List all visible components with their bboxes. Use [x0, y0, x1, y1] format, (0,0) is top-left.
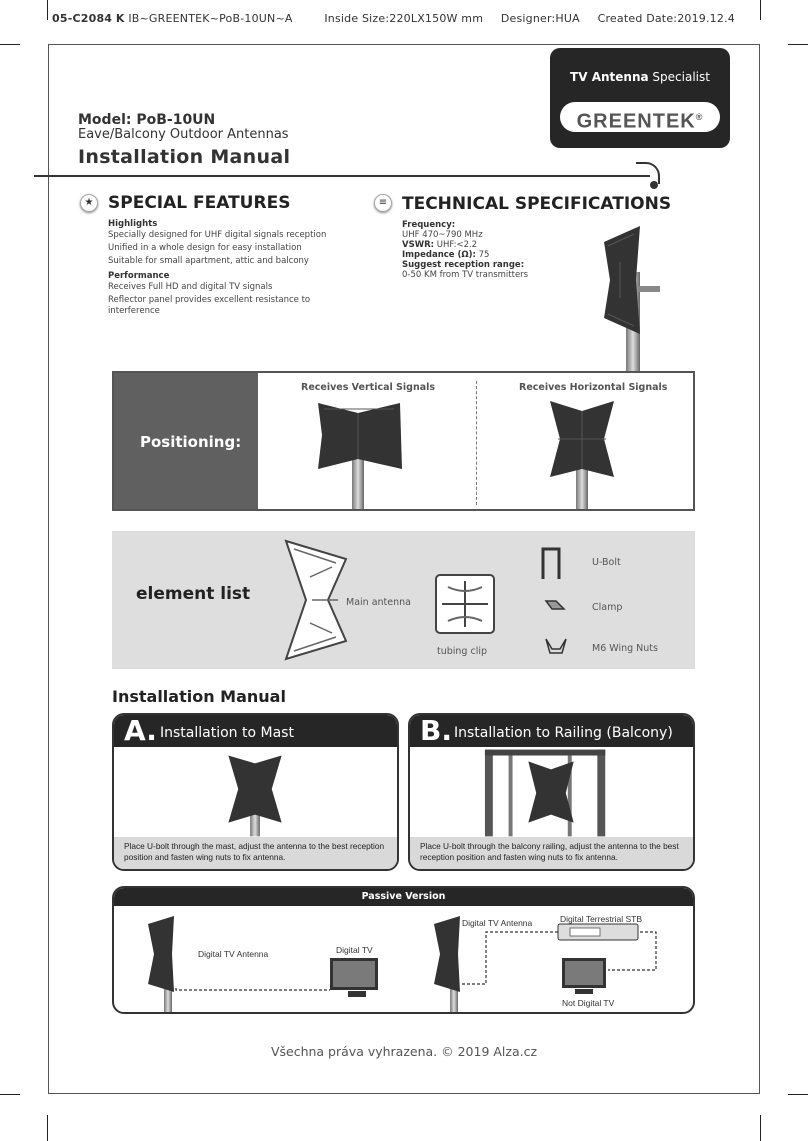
designer: Designer:HUA [500, 12, 580, 25]
print-code: 05-C2084 [52, 12, 113, 25]
specs-title: TECHNICAL SPECIFICATIONS [402, 194, 672, 214]
wing-nuts-label: M6 Wing Nuts [592, 643, 658, 654]
copyright-footer: Všechna práva vyhrazena. © 2019 Alza.cz [270, 1044, 538, 1059]
step-b-title: Installation to Railing (Balcony) [454, 725, 673, 741]
railing-installation-card [408, 713, 695, 871]
passive-version-title: Passive Version [114, 888, 693, 906]
right-tv-label: Not Digital TV [562, 998, 615, 1008]
mast-instructions: Place U-bolt through the mast, adjust the antenna to the best reception position and fasten wing nuts to fix antenna. [114, 837, 397, 871]
railing-installation-image [410, 747, 693, 837]
vertical-antenna-image [314, 399, 404, 509]
horizontal-signals-label: Receives Horizontal Signals [519, 382, 668, 393]
title-rule-dot [650, 181, 658, 189]
inside-size: Inside Size:220LX150W mm [324, 12, 484, 25]
features-list: Highlights Specially designed for UHF digital signals reception Unified in a whole design for easy installation Suitable for small apartment, attic and balcony Performance Receives Full HD and digital TV signals Reflector panel provides excellent resistance to interference [108, 219, 327, 316]
product-subtitle: Eave/Balcony Outdoor Antennas [78, 127, 289, 142]
specs-list: Frequency: UHF 470~790 MHz VSWR: UHF:<2.2 Impedance (Ω): 75 Suggest reception range: 0-50 KM from TV transmitters [402, 220, 529, 280]
installation-title: Installation Manual [112, 687, 286, 706]
railing-card-header [410, 715, 693, 747]
mast-installation-card [112, 713, 399, 871]
u-bolt-label: U-Bolt [592, 557, 621, 568]
file-name: IB~GREENTEK~PoB-10UN~A [128, 12, 293, 25]
passive-left-diagram [144, 914, 384, 1014]
positioning-divider [476, 381, 477, 505]
crop-mark [788, 1094, 808, 1095]
step-a-letter: A. [124, 714, 157, 747]
antenna-on-mast-image [596, 222, 676, 378]
mast-installation-image [114, 747, 397, 837]
features-title: SPECIAL FEATURES [108, 193, 291, 213]
print-code-suffix: K [115, 12, 125, 25]
main-antenna-icon [282, 537, 352, 663]
right-antenna-label: Digital TV Antenna [462, 918, 533, 928]
crop-mark [47, 1115, 48, 1141]
crop-mark [760, 1115, 761, 1141]
u-bolt-icon [540, 545, 562, 581]
crop-mark [0, 1094, 20, 1095]
element-list-title: element list [136, 584, 251, 604]
passive-right-diagram [430, 914, 690, 1014]
horizontal-antenna-image [546, 399, 616, 509]
greentek-logo: GREENTEK® [560, 102, 720, 132]
crop-mark [788, 44, 808, 45]
positioning-label-box [114, 373, 258, 509]
star-icon: ★ [80, 194, 98, 212]
crop-mark [0, 44, 20, 45]
tubing-clip-label: tubing clip [437, 646, 488, 657]
passive-version-panel [112, 886, 695, 1014]
tubing-clip-icon [434, 573, 496, 635]
element-list-panel [112, 531, 695, 669]
model-name: Model: PoB-10UN [78, 112, 216, 128]
stb-label: Digital Terrestrial STB [560, 914, 643, 924]
crop-mark [760, 0, 761, 20]
vertical-signals-label: Receives Vertical Signals [301, 382, 436, 393]
positioning-panel [112, 371, 695, 511]
brand-tagline: TV Antenna Specialist [570, 70, 710, 84]
clamp-label: Clamp [592, 602, 623, 613]
step-a-title: Installation to Mast [160, 725, 294, 741]
list-icon: ≡ [374, 194, 392, 212]
clamp-icon [544, 597, 566, 613]
positioning-label: Positioning: [140, 433, 242, 451]
step-b-letter: B. [420, 714, 452, 747]
left-antenna-label: Digital TV Antenna [198, 949, 269, 959]
crop-mark [47, 0, 48, 20]
title-rule [34, 175, 650, 177]
left-tv-label: Digital TV [336, 945, 373, 955]
railing-instructions: Place U-bolt through the balcony railing, adjust the antenna to the best reception position and fasten wing nuts to fix antenna. [410, 837, 693, 871]
mast-card-header [114, 715, 397, 747]
created-date: Created Date:2019.12.4 [597, 12, 735, 25]
print-spec-line [52, 12, 749, 25]
wing-nut-icon [544, 637, 568, 657]
brand-box [550, 48, 730, 148]
main-antenna-label: Main antenna [346, 597, 411, 608]
manual-title: Installation Manual [78, 146, 291, 168]
